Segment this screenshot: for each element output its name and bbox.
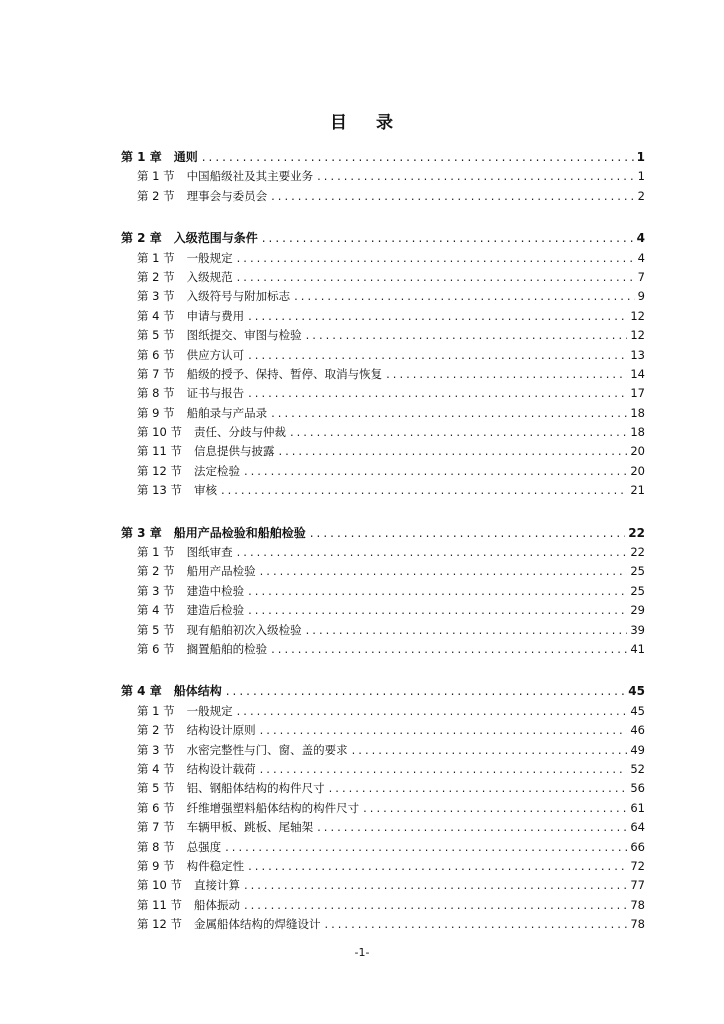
section-number: 第 1 节 [137, 703, 175, 718]
chapter-number: 第 2 章 [121, 231, 162, 246]
page-ref: 64 [630, 820, 645, 835]
section-entry-4-7[interactable] [121, 818, 645, 837]
section-number: 第 12 节 [137, 917, 182, 932]
page-ref: 29 [630, 603, 645, 618]
section-entry-2-9[interactable] [121, 404, 645, 423]
dot-leader [248, 346, 627, 365]
section-title: 纤维增强塑料船体结构的构件尺寸 [186, 800, 360, 815]
section-title: 铝、钢船体结构的构件尺寸 [186, 781, 325, 796]
dot-leader [237, 702, 628, 721]
section-number: 第 7 节 [137, 366, 175, 381]
section-title: 审核 [193, 483, 217, 498]
chapter-title: 船用产品检验和船舶检验 [173, 525, 306, 540]
section-entry-4-12[interactable] [121, 915, 645, 934]
dot-leader [260, 760, 628, 779]
dot-leader [221, 481, 627, 500]
dot-leader [310, 524, 626, 543]
dot-leader [271, 640, 627, 659]
section-number: 第 5 节 [137, 622, 175, 637]
section-entry-4-5[interactable] [121, 779, 645, 798]
section-title: 现有船舶初次入级检验 [186, 622, 302, 637]
section-title: 入级符号与附加标志 [186, 289, 291, 304]
section-entry-2-4[interactable] [121, 307, 645, 326]
page-ref: 25 [630, 583, 645, 598]
section-title: 船级的授予、保持、暂停、取消与恢复 [186, 366, 383, 381]
title-char-right: 录 [376, 113, 394, 133]
page-number: -1- [354, 946, 370, 959]
section-entry-1-2[interactable] [121, 187, 645, 206]
section-number: 第 2 节 [137, 723, 175, 738]
dot-leader [248, 582, 627, 601]
section-entry-2-13[interactable] [121, 481, 645, 500]
section-title: 理事会与委员会 [186, 188, 268, 203]
page-ref: 46 [630, 723, 645, 738]
page-ref: 18 [630, 405, 645, 420]
section-entry-4-3[interactable] [121, 741, 645, 760]
dot-leader [294, 287, 635, 306]
section-number: 第 6 节 [137, 347, 175, 362]
section-entry-3-6[interactable] [121, 640, 645, 659]
dot-leader [237, 268, 635, 287]
section-entry-4-10[interactable] [121, 876, 645, 895]
section-entry-2-7[interactable] [121, 365, 645, 384]
dot-leader [290, 423, 627, 442]
page-ref: 49 [630, 742, 645, 757]
section-title: 直接计算 [193, 878, 240, 893]
section-number: 第 6 节 [137, 800, 175, 815]
section-number: 第 2 节 [137, 564, 175, 579]
section-number: 第 5 节 [137, 328, 175, 343]
chapter-number: 第 1 章 [121, 150, 162, 164]
section-number: 第 2 节 [137, 188, 175, 203]
section-title: 中国船级社及其主要业务 [186, 169, 314, 184]
dot-leader [317, 167, 635, 186]
section-title: 总强度 [186, 839, 222, 854]
page-ref: 4 [636, 231, 645, 246]
page-ref: 77 [630, 878, 645, 893]
dot-leader [244, 462, 627, 481]
section-number: 第 2 节 [137, 269, 175, 284]
dot-leader [278, 442, 627, 461]
section-entry-4-2[interactable] [121, 721, 645, 740]
dot-leader [262, 229, 634, 248]
chapter-title: 入级范围与条件 [173, 231, 258, 246]
page-ref: 7 [637, 269, 645, 284]
page-ref: 45 [628, 684, 645, 699]
page-ref: 14 [630, 366, 645, 381]
section-entry-3-1[interactable] [121, 543, 645, 562]
section-title: 图纸提交、审图与检验 [186, 328, 302, 343]
section-number: 第 13 节 [137, 483, 182, 498]
dot-leader [363, 799, 627, 818]
page-ref: 12 [630, 328, 645, 343]
page-ref: 21 [630, 483, 645, 498]
page-ref: 12 [630, 308, 645, 323]
section-entry-4-11[interactable] [121, 896, 645, 915]
dot-leader [237, 249, 635, 268]
section-title: 法定检验 [193, 463, 240, 478]
section-entry-4-8[interactable] [121, 838, 645, 857]
section-title: 一般规定 [186, 250, 233, 265]
page-ref: 13 [630, 347, 645, 362]
chapter-entry-3[interactable] [121, 524, 645, 543]
dot-leader [260, 562, 628, 581]
section-number: 第 1 节 [137, 169, 175, 184]
section-number: 第 3 节 [137, 289, 175, 304]
section-number: 第 4 节 [137, 761, 175, 776]
section-title: 信息提供与披露 [193, 444, 275, 459]
section-entry-4-4[interactable] [121, 760, 645, 779]
title-char-left: 目 [330, 113, 348, 133]
section-number: 第 9 节 [137, 405, 175, 420]
section-entry-2-5[interactable] [121, 326, 645, 345]
dot-leader [271, 187, 635, 206]
section-number: 第 11 节 [137, 444, 182, 459]
page-ref: 78 [630, 897, 645, 912]
page-title [0, 108, 724, 133]
dot-leader [260, 721, 628, 740]
page-ref: 17 [630, 386, 645, 401]
dot-leader [248, 307, 627, 326]
section-title: 构件稳定性 [186, 858, 245, 873]
dot-leader [271, 404, 627, 423]
section-title: 结构设计原则 [186, 723, 256, 738]
page-ref: 39 [630, 622, 645, 637]
section-title: 责任、分歧与仲裁 [193, 425, 286, 440]
chapter-block [121, 524, 645, 660]
dot-leader [248, 384, 627, 403]
section-entry-1-1[interactable] [121, 167, 645, 186]
section-entry-2-10[interactable] [121, 423, 645, 442]
dot-leader [329, 779, 628, 798]
page-ref: 78 [630, 917, 645, 932]
page-ref: 18 [630, 425, 645, 440]
dot-leader [244, 876, 627, 895]
chapter-block [121, 148, 645, 206]
section-title: 一般规定 [186, 703, 233, 718]
dot-leader [306, 326, 628, 345]
dot-leader [352, 741, 628, 760]
chapter-block [121, 682, 645, 934]
section-title: 船舶录与产品录 [186, 405, 268, 420]
chapter-block [121, 229, 645, 500]
section-number: 第 8 节 [137, 839, 175, 854]
section-entry-2-8[interactable] [121, 384, 645, 403]
section-title: 搁置船舶的检验 [186, 641, 268, 656]
page-ref: 1 [636, 150, 645, 164]
section-title: 结构设计载荷 [186, 761, 256, 776]
section-title: 建造后检验 [186, 603, 245, 618]
dot-leader [226, 682, 626, 701]
dot-leader [248, 601, 627, 620]
section-title: 车辆甲板、跳板、尾轴架 [186, 820, 314, 835]
section-entry-4-9[interactable] [121, 857, 645, 876]
section-entry-4-1[interactable] [121, 702, 645, 721]
page-ref: 22 [628, 525, 645, 540]
chapter-entry-1[interactable] [121, 148, 645, 167]
page-ref: 66 [630, 839, 645, 854]
section-number: 第 3 节 [137, 742, 175, 757]
section-title: 供应方认可 [186, 347, 245, 362]
section-number: 第 9 节 [137, 858, 175, 873]
page-ref: 56 [630, 781, 645, 796]
section-entry-2-1[interactable] [121, 249, 645, 268]
table-of-contents [121, 148, 645, 957]
chapter-entry-2[interactable] [121, 229, 645, 248]
chapter-entry-4[interactable] [121, 682, 645, 701]
section-number: 第 6 节 [137, 641, 175, 656]
section-entry-2-6[interactable] [121, 346, 645, 365]
section-entry-4-6[interactable] [121, 799, 645, 818]
section-title: 船体振动 [193, 897, 240, 912]
dot-leader [306, 621, 628, 640]
page-ref: 22 [630, 545, 645, 560]
page-ref: 52 [630, 761, 645, 776]
section-entry-2-2[interactable] [121, 268, 645, 287]
section-entry-3-4[interactable] [121, 601, 645, 620]
chapter-title: 船体结构 [173, 684, 222, 699]
section-entry-3-2[interactable] [121, 562, 645, 581]
section-entry-2-11[interactable] [121, 442, 645, 461]
page-ref: 4 [637, 250, 645, 265]
page-ref: 41 [630, 641, 645, 656]
chapter-number: 第 3 章 [121, 525, 162, 540]
section-number: 第 4 节 [137, 603, 175, 618]
page-ref: 45 [630, 703, 645, 718]
section-title: 证书与报告 [186, 386, 245, 401]
page-ref: 72 [630, 858, 645, 873]
page-ref: 20 [630, 463, 645, 478]
dot-leader [386, 365, 627, 384]
section-title: 金属船体结构的焊缝设计 [193, 917, 321, 932]
section-number: 第 10 节 [137, 878, 182, 893]
section-entry-2-3[interactable] [121, 287, 645, 306]
section-number: 第 12 节 [137, 463, 182, 478]
section-number: 第 11 节 [137, 897, 182, 912]
page-ref: 61 [630, 800, 645, 815]
section-title: 建造中检验 [186, 583, 245, 598]
dot-leader [317, 818, 627, 837]
section-number: 第 8 节 [137, 386, 175, 401]
section-title: 入级规范 [186, 269, 233, 284]
page-ref: 20 [630, 444, 645, 459]
dot-leader [248, 857, 627, 876]
section-title: 图纸审查 [186, 545, 233, 560]
page-ref: 25 [630, 564, 645, 579]
page-ref: 1 [637, 169, 645, 184]
section-number: 第 10 节 [137, 425, 182, 440]
section-number: 第 7 节 [137, 820, 175, 835]
dot-leader [237, 543, 628, 562]
chapter-number: 第 4 章 [121, 684, 162, 699]
section-entry-3-5[interactable] [121, 621, 645, 640]
dot-leader [202, 148, 634, 167]
section-title: 申请与费用 [186, 308, 245, 323]
chapter-title: 通则 [173, 150, 198, 164]
page-ref: 2 [637, 188, 645, 203]
section-number: 第 1 节 [137, 250, 175, 265]
section-title: 水密完整性与门、窗、盖的要求 [186, 742, 348, 757]
section-number: 第 5 节 [137, 781, 175, 796]
section-title: 船用产品检验 [186, 564, 256, 579]
section-number: 第 3 节 [137, 583, 175, 598]
page-ref: 9 [637, 289, 645, 304]
section-entry-3-3[interactable] [121, 582, 645, 601]
section-entry-2-12[interactable] [121, 462, 645, 481]
dot-leader [225, 838, 627, 857]
section-number: 第 1 节 [137, 545, 175, 560]
dot-leader [244, 896, 627, 915]
section-number: 第 4 节 [137, 308, 175, 323]
dot-leader [324, 915, 627, 934]
